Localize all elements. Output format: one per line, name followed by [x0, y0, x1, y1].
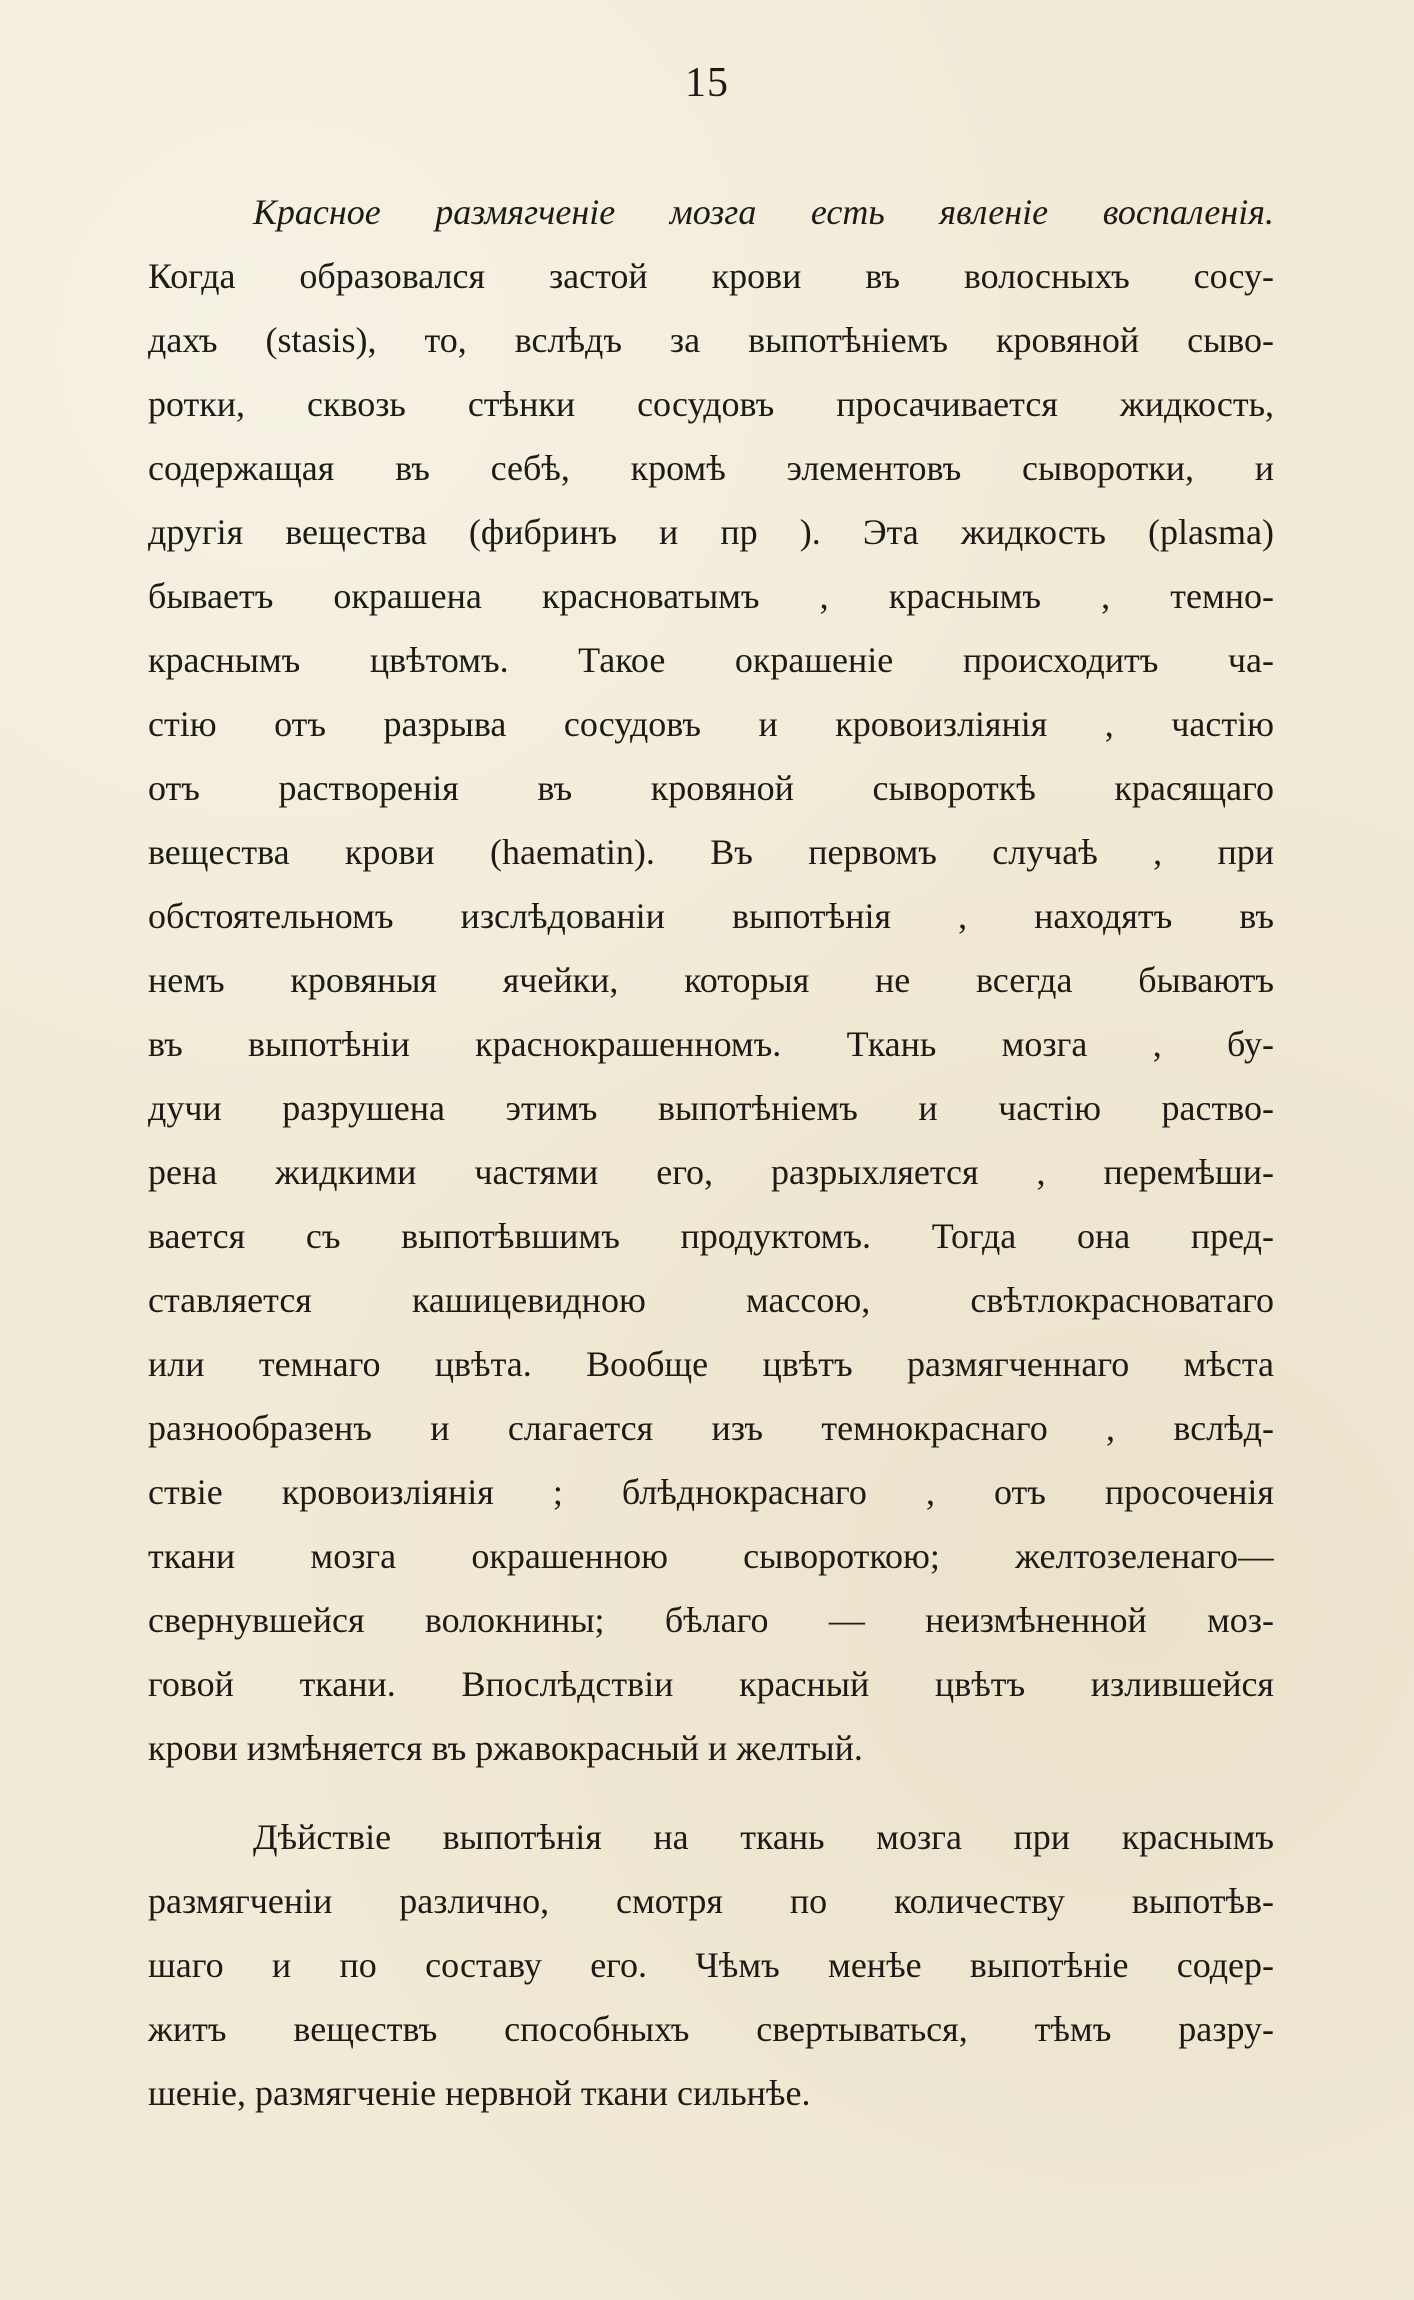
- paragraph-line: вещества крови (haematin). Въ первомъ случаѣ , при: [148, 832, 1274, 872]
- paragraph-line: краснымъ цвѣтомъ. Такое окрашеніе происходитъ ча-: [148, 640, 1274, 680]
- paragraph-line: обстоятельномъ изслѣдованіи выпотѣнія , находятъ въ: [148, 896, 1274, 936]
- paragraph-line: ставляется кашицевидною массою, свѣтлокрасноватаго: [148, 1280, 1274, 1320]
- paragraph-1: [148, 180, 1274, 1780]
- paragraph-line: шеніе, размягченіе нервной ткани сильнѣе.: [148, 2073, 811, 2113]
- paragraph-line: стію отъ разрыва сосудовъ и кровоизліянія , частію: [148, 704, 1274, 744]
- paragraph-line: бываетъ окрашена красноватымъ , краснымъ , темно-: [148, 576, 1274, 616]
- paragraph-2: [148, 1805, 1274, 2125]
- paragraph-line: или темнаго цвѣта. Вообще цвѣтъ размягченнаго мѣста: [148, 1344, 1274, 1384]
- paragraph-line: немъ кровяныя ячейки, которыя не всегда бываютъ: [148, 960, 1274, 1000]
- paragraph-line: размягченіи различно, смотря по количеству выпотѣв-: [148, 1881, 1274, 1921]
- paragraph-line: крови измѣняется въ ржавокрасный и желтый.: [148, 1728, 863, 1768]
- paragraph-line: ткани мозга окрашенною сывороткою; желтозеленаго—: [148, 1536, 1274, 1576]
- paragraph-line: въ выпотѣніи краснокрашенномъ. Ткань мозга , бу-: [148, 1024, 1274, 1064]
- paragraph-line: дахъ (stasis), то, вслѣдъ за выпотѣніемъ кровяной сыво-: [148, 320, 1274, 360]
- paragraph-line: разнообразенъ и слагается изъ темнокраснаго , вслѣд-: [148, 1408, 1274, 1448]
- page-number: 15: [685, 60, 729, 106]
- paragraph-line: ствіе кровоизліянія ; блѣднокраснаго , отъ просоченія: [148, 1472, 1274, 1512]
- paragraph-line: рена жидкими частями его, разрыхляется , перемѣши-: [148, 1152, 1274, 1192]
- paragraph-line: дучи разрушена этимъ выпотѣніемъ и частію раство-: [148, 1088, 1274, 1128]
- paragraph-line: Когда образовался застой крови въ волосныхъ сосу-: [148, 256, 1274, 296]
- paragraph-line: шаго и по составу его. Чѣмъ менѣе выпотѣніе содер-: [148, 1945, 1274, 1985]
- paragraph-line: свернувшейся волокнины; бѣлаго — неизмѣненной моз-: [148, 1600, 1274, 1640]
- paragraph-line: Дѣйствіе выпотѣнія на ткань мозга при краснымъ: [253, 1817, 1274, 1857]
- paragraph-line: вается съ выпотѣвшимъ продуктомъ. Тогда она пред-: [148, 1216, 1274, 1256]
- paragraph-line: житъ веществъ способныхъ свертываться, тѣмъ разру-: [148, 2009, 1274, 2049]
- paragraph-line: отъ растворенія въ кровяной сывороткѣ красящаго: [148, 768, 1274, 808]
- paragraph-line: ротки, сквозь стѣнки сосудовъ просачивается жидкость,: [148, 384, 1274, 424]
- paragraph-line: говой ткани. Впослѣдствіи красный цвѣтъ излившейся: [148, 1664, 1274, 1704]
- paragraph-line: содержащая въ себѣ, кромѣ элементовъ сыворотки, и: [148, 448, 1274, 488]
- paragraph-line: другія вещества (фибринъ и пр ). Эта жидкость (plasma): [148, 512, 1274, 552]
- paragraph-line: Красное размягченіе мозга есть явленіе воспаленія.: [253, 192, 1274, 232]
